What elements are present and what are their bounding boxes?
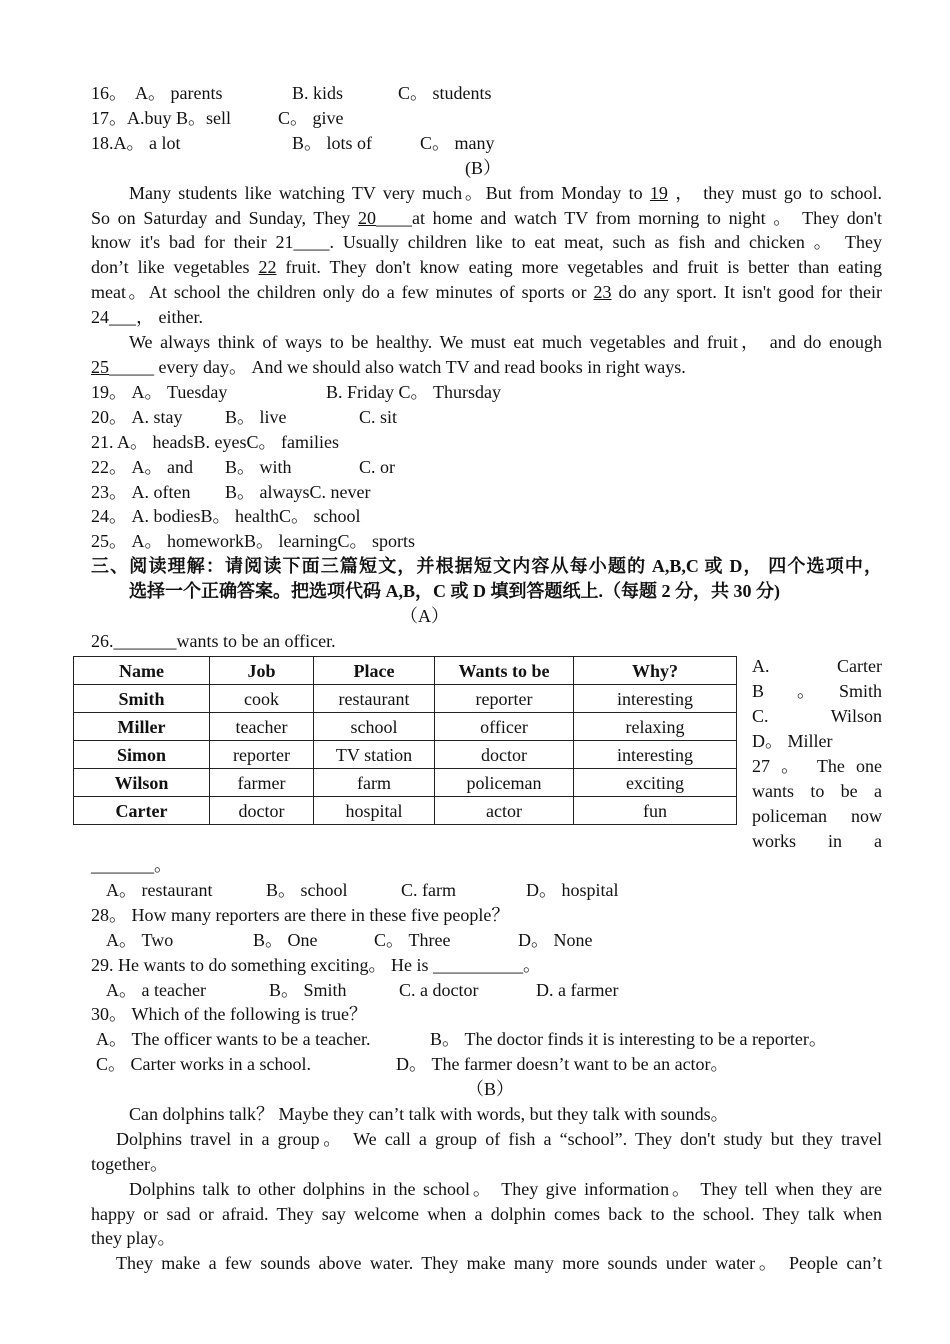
q19-options-bc: B. Friday C。 Thursday <box>326 382 501 402</box>
table-row <box>74 797 737 825</box>
passage-b2-title: （B） <box>466 1079 515 1099</box>
cell: hospital <box>314 797 435 825</box>
cell: interesting <box>574 685 737 713</box>
q16-option-b: B. kids <box>292 83 344 103</box>
section-heading-cont: 选择一个正确答案。把选项代码 A,B，C 或 D 填到答题纸上.（每题 2 分，共 30 分) <box>129 581 780 601</box>
option: C. a doctor <box>399 980 479 1000</box>
q18-option-a: 18.A。 a lot <box>91 133 181 153</box>
cell: exciting <box>574 769 737 797</box>
cell: actor <box>435 797 574 825</box>
text: ____at home and watch TV from morning to night 。 They don't <box>375 208 882 228</box>
cell: teacher <box>210 713 314 741</box>
q28-stem: 28。 How many reporters are there in these five people？ <box>91 905 510 925</box>
q22-option-a: 22。 A。 and <box>91 457 193 477</box>
q29-stem: 29. He wants to do something exciting。 He is __________。 <box>91 955 541 975</box>
text: Many students like watching TV very much。But from Monday to <box>129 183 650 203</box>
option: C。 Carter works in a school. <box>96 1054 311 1074</box>
cell: TV station <box>314 741 435 769</box>
option: A。 The officer wants to be a teacher. <box>96 1029 371 1049</box>
q16-option-c: C。 students <box>398 83 492 103</box>
text: do any sport. It isn't good for their <box>611 282 882 302</box>
passage-line: 24___， either. <box>91 307 203 327</box>
passage-line: Dolphins travel in a group。 We call a group of fish a “school”. They don't study but they travel <box>116 1129 882 1149</box>
header-cell: Name <box>74 657 210 685</box>
text: So on Saturday and Sunday, They <box>91 208 358 228</box>
header-cell: Why? <box>574 657 737 685</box>
option: B。 The doctor finds it is interesting to be a reporter。 <box>430 1029 827 1049</box>
q26-option-d: D。 Miller <box>752 731 833 751</box>
section-heading: 三、阅读理解：请阅读下面三篇短文，并根据短文内容从每小题的 A,B,C 或 D， 四个选项中， <box>91 556 882 576</box>
passage-b-title: (B） <box>465 158 501 178</box>
blank-22: 22 <box>258 257 277 277</box>
cell: reporter <box>210 741 314 769</box>
q26-option-b: B 。 Smith <box>752 681 882 701</box>
q20-option-a: 20。 A. stay <box>91 407 183 427</box>
passage-line: We always think of ways to be healthy. We must eat much vegetables and fruit， and do enough <box>129 332 882 352</box>
passage-line <box>129 181 882 205</box>
people-table <box>73 656 737 825</box>
passage-line: Can dolphins talk？ Maybe they can’t talk with words, but they talk with sounds。 <box>129 1104 729 1124</box>
passage-line: They make a few sounds above water. They make many more sounds under water。 People can’t <box>116 1253 882 1273</box>
q27-stem: 27 。 The one <box>752 756 882 776</box>
blank-25: 25 <box>91 357 109 377</box>
option: C. farm <box>401 880 456 900</box>
text: don’t like vegetables <box>91 257 259 277</box>
cell: cook <box>210 685 314 713</box>
q20-option-b: B。 live <box>225 407 287 427</box>
q25: 25。 A。 homeworkB。 learningC。 sports <box>91 531 415 551</box>
blank-19: 19 <box>649 183 668 203</box>
q27-stem: policeman now <box>752 806 882 826</box>
table-row <box>74 685 737 713</box>
passage-line: happy or sad or afraid. They say welcome when a dolphin comes back to the school. They talk when <box>91 1204 882 1224</box>
cell: Wilson <box>74 769 210 797</box>
cell: officer <box>435 713 574 741</box>
text: ， they must go to school. <box>667 183 882 203</box>
passage-line <box>91 206 882 230</box>
q17-options-ab: 17。A.buy B。sell <box>91 108 232 128</box>
passage-line <box>91 255 882 279</box>
q22-option-c: C. or <box>359 457 395 477</box>
blank-23: 23 <box>593 282 612 302</box>
option: A。 Two <box>106 930 174 950</box>
passage-line: Dolphins talk to other dolphins in the school。 They give information。 They tell when they are <box>129 1179 882 1199</box>
q23-options-bc: B。 alwaysC. never <box>225 482 371 502</box>
cell: farmer <box>210 769 314 797</box>
cell: Simon <box>74 741 210 769</box>
table-header <box>74 657 737 685</box>
cell: reporter <box>435 685 574 713</box>
q17-option-c: C。 give <box>278 108 344 128</box>
passage-line: they play。 <box>91 1228 176 1248</box>
passage-line: know it's bad for their 21____. Usually children like to eat meat, such as fish and chicken 。 They <box>91 232 882 252</box>
header-cell: Wants to be <box>435 657 574 685</box>
cell: interesting <box>574 741 737 769</box>
option: D。 None <box>518 930 593 950</box>
q27-stem: works in a <box>752 831 882 851</box>
q24: 24。 A. bodiesB。 healthC。 school <box>91 506 361 526</box>
passage-line <box>91 355 686 379</box>
q27-blank: _______。 <box>91 855 172 875</box>
cell: policeman <box>435 769 574 797</box>
option: D。 hospital <box>526 880 619 900</box>
option: B。 One <box>253 930 318 950</box>
table-row <box>74 713 737 741</box>
cell: doctor <box>210 797 314 825</box>
passage-a-title: （A） <box>400 606 449 626</box>
q27-stem: wants to be a <box>752 781 882 801</box>
cell: farm <box>314 769 435 797</box>
option: A。 a teacher <box>106 980 206 1000</box>
cell: Carter <box>74 797 210 825</box>
q21: 21. A。 headsB. eyesC。 families <box>91 432 339 452</box>
cell: relaxing <box>574 713 737 741</box>
q22-option-b: B。 with <box>225 457 292 477</box>
q23-option-a: 23。 A. often <box>91 482 191 502</box>
table-row <box>74 741 737 769</box>
option: C。 Three <box>374 930 451 950</box>
q26-stem: 26._______wants to be an officer. <box>91 631 336 651</box>
option: D. a farmer <box>536 980 619 1000</box>
cell: fun <box>574 797 737 825</box>
q18-option-b: B。 lots of <box>292 133 373 153</box>
cell: doctor <box>435 741 574 769</box>
q30-stem: 30。 Which of the following is true？ <box>91 1004 367 1024</box>
header-cell: Place <box>314 657 435 685</box>
cell: Smith <box>74 685 210 713</box>
cell: Miller <box>74 713 210 741</box>
text: fruit. They don't know eating more vegetables and fruit is better than eating <box>276 257 882 277</box>
table-row <box>74 769 737 797</box>
option: A。 restaurant <box>106 880 213 900</box>
option: B。 school <box>266 880 348 900</box>
q19-option-a: 19。 A。 Tuesday <box>91 382 228 402</box>
passage-line: together。 <box>91 1154 168 1174</box>
cell: school <box>314 713 435 741</box>
blank-20: 20 <box>357 208 376 228</box>
text: meat。At school the children only do a few minutes of sports or <box>91 282 594 302</box>
passage-line <box>91 280 882 304</box>
option: D。 The farmer doesn’t want to be an actor。 <box>396 1054 729 1074</box>
q16-number: 16。 <box>91 83 127 103</box>
text: _____ every day。 And we should also watch TV and read books in right ways. <box>109 357 686 377</box>
q20-option-c: C. sit <box>359 407 398 427</box>
cell: restaurant <box>314 685 435 713</box>
q26-option-c: C. Wilson <box>752 706 882 726</box>
option: B。 Smith <box>269 980 347 1000</box>
header-cell: Job <box>210 657 314 685</box>
q18-option-c: C。 many <box>420 133 495 153</box>
q26-option-a: A. Carter <box>752 656 882 676</box>
q16-option-a: A。 parents <box>135 83 223 103</box>
